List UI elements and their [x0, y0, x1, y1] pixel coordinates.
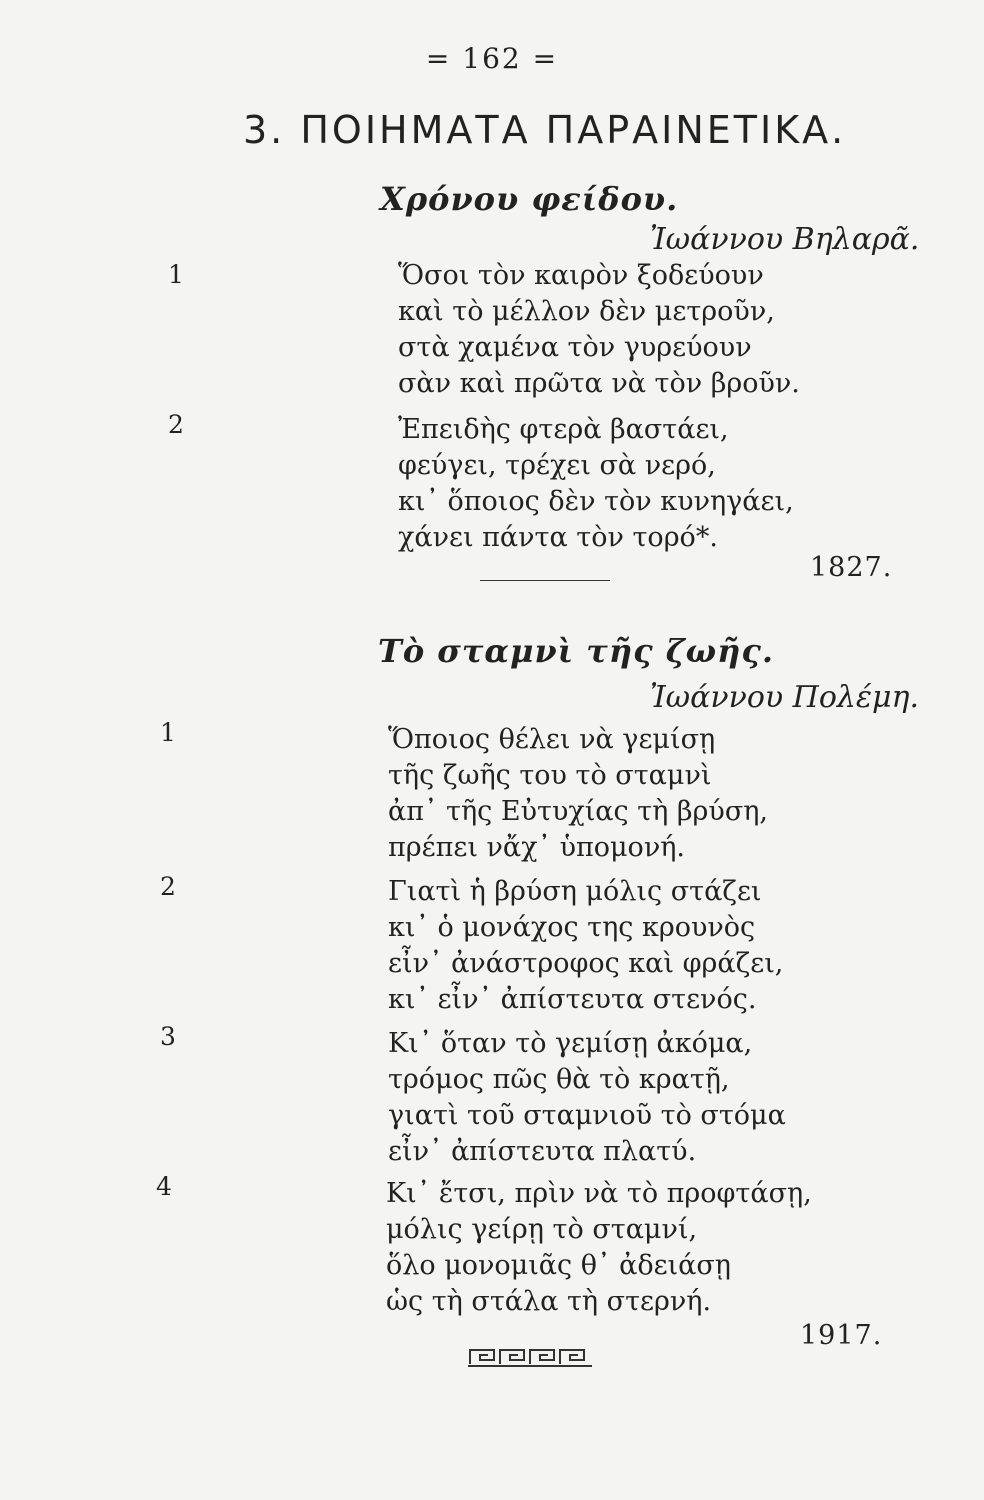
- poem-2-stanza-3-line-2: τρόμος πῶς θὰ τὸ κρατῇ,: [388, 1064, 730, 1095]
- poem-2-stanza-3-line-3: γιατὶ τοῦ σταμνιοῦ τὸ στόμα: [388, 1100, 786, 1131]
- poem-2-stanza-3-line-1: Κι᾽ ὅταν τὸ γεμίσῃ ἀκόμα,: [388, 1028, 753, 1059]
- poem-2-stanza-2-line-4: κι᾽ εἶν᾽ ἀπίστευτα στενός.: [388, 984, 757, 1015]
- poem-2-stanza-1-line-1: Ὅποιος θέλει νὰ γεμίσῃ: [388, 724, 716, 755]
- poem-2-title: Τὸ σταμνὶ τῆς ζωῆς.: [378, 632, 775, 670]
- poem-2-year: 1917.: [800, 1320, 883, 1351]
- poem-2-stanza-3-number: 3: [160, 1022, 176, 1051]
- poem-2-author: Ἰωάννου Πολέμη.: [650, 680, 920, 715]
- poem-2-stanza-2-line-3: εἶν᾽ ἀνάστροφος καὶ φράζει,: [388, 948, 784, 979]
- poem-2-stanza-1-line-4: πρέπει νἄχ᾽ ὑπομονή.: [388, 832, 685, 863]
- poem-2-stanza-2-line-1: Γιατὶ ἡ βρύση μόλις στάζει: [388, 876, 762, 907]
- poem-2-stanza-1-line-3: ἀπ᾽ τῆς Εὐτυχίας τὴ βρύση,: [388, 796, 769, 827]
- poem-2-stanza-1-number: 1: [160, 718, 176, 747]
- page-number: = 162 =: [425, 42, 559, 75]
- poem-1-stanza-2-number: 2: [168, 410, 184, 439]
- poem-2-stanza-2-number: 2: [160, 872, 176, 901]
- section-heading: 3. ΠΟΙΗΜΑΤΑ ΠΑΡΑΙΝΕΤΙΚΑ.: [243, 108, 847, 152]
- poem-1-stanza-1-number: 1: [168, 260, 184, 289]
- poem-1-stanza-2-line-4: χάνει πάντα τὸν τορό*.: [398, 522, 718, 553]
- poem-1-title: Χρόνου φείδου.: [380, 180, 679, 218]
- poem-2-stanza-4-line-3: ὅλο μονομιᾶς θ᾽ ἀδειάσῃ: [386, 1250, 731, 1281]
- poem-1-stanza-2-line-3: κι᾽ ὅποιος δὲν τὸν κυνηγάει,: [398, 486, 794, 517]
- poem-1-stanza-2-line-2: φεύγει, τρέχει σὰ νερό,: [398, 450, 716, 481]
- separator-rule: [480, 580, 610, 581]
- poem-2-stanza-1-line-2: τῆς ζωῆς του τὸ σταμνὶ: [388, 760, 712, 791]
- poem-2-stanza-3-line-4: εἶν᾽ ἀπίστευτα πλατύ.: [388, 1136, 697, 1167]
- poem-2-stanza-4-number: 4: [156, 1172, 172, 1201]
- poem-1-stanza-1-line-2: καὶ τὸ μέλλον δὲν μετροῦν,: [398, 296, 775, 327]
- poem-1-year: 1827.: [810, 552, 893, 583]
- poem-1-stanza-1-line-3: στὰ χαμένα τὸν γυρεύουν: [398, 332, 752, 363]
- greek-key-ornament: [466, 1344, 596, 1370]
- poem-1-stanza-1-line-1: Ὅσοι τὸν καιρὸν ξοδεύουν: [398, 260, 764, 291]
- poem-2-stanza-4-line-2: μόλις γείρῃ τὸ σταμνί,: [386, 1214, 698, 1245]
- poem-1-author: Ἰωάννου Βηλαρᾶ.: [650, 222, 920, 257]
- poem-1-stanza-2-line-1: Ἐπειδὴς φτερὰ βαστάει,: [398, 414, 729, 445]
- poem-2-stanza-4-line-1: Κι᾽ ἔτσι, πρὶν νὰ τὸ προφτάσῃ,: [386, 1178, 812, 1209]
- poem-1-stanza-1-line-4: σὰν καὶ πρῶτα νὰ τὸν βροῦν.: [398, 368, 800, 399]
- poem-2-stanza-2-line-2: κι᾽ ὁ μονάχος της κρουνὸς: [388, 912, 756, 943]
- poem-2-stanza-4-line-4: ὡς τὴ στάλα τὴ στερνή.: [386, 1286, 712, 1317]
